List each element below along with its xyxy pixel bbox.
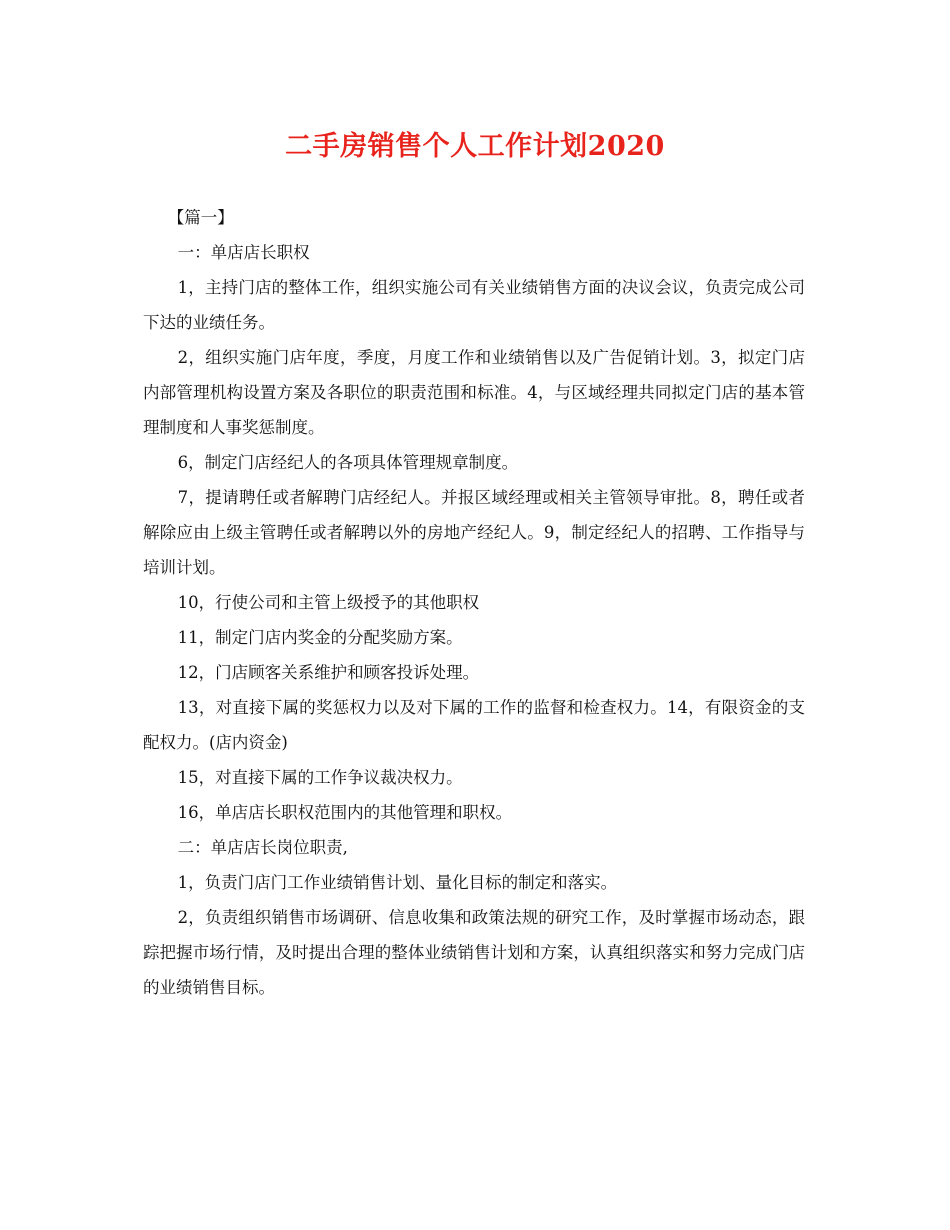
body-paragraph: 1，主持门店的整体工作，组织实施公司有关业绩销售方面的决议会议，负责完成公司下达的业绩任务。 (143, 278, 805, 332)
body-paragraph: 16，单店店长职权范围内的其他管理和职权。 (177, 803, 513, 822)
body-paragraph: 13，对直接下属的奖惩权力以及对下属的工作的监督和检查权力。14，有限资金的支配权力。(店内资金) (143, 698, 805, 752)
body-paragraph: 6，制定门店经纪人的各项具体管理规章制度。 (177, 453, 519, 472)
body-paragraph: 12，门店顾客关系维护和顾客投诉处理。 (177, 663, 480, 682)
body-paragraph: 2，负责组织销售市场调研、信息收集和政策法规的研究工作，及时掌握市场动态，跟踪把握市场行情，及时提出合理的整体业绩销售计划和方案，认真组织落实和努力完成门店的业绩销售目标。 (143, 908, 805, 997)
body-paragraph: 1，负责门店门工作业绩销售计划、量化目标的制定和落实。 (177, 873, 618, 892)
body-paragraph: 2，组织实施门店年度，季度，月度工作和业绩销售以及广告促销计划。3，拟定门店内部管理机构设置方案及各职位的职责范围和标准。4，与区域经理共同拟定门店的基本管理制度和人事奖惩制度。 (143, 348, 805, 437)
document-title: 二手房销售个人工作计划2020 (285, 131, 665, 162)
body-paragraph: 15，对直接下属的工作争议裁决权力。 (177, 768, 463, 787)
document-body (143, 200, 805, 1005)
body-paragraph: 10，行使公司和主管上级授予的其他职权 (177, 593, 480, 612)
section-marker: 【篇一】 (167, 208, 234, 227)
section-heading: 二：单店店长岗位职责, (177, 838, 348, 857)
body-paragraph: 7，提请聘任或者解聘门店经纪人。并报区域经理或相关主管领导审批。8，聘任或者解除应由上级主管聘任或者解聘以外的房地产经纪人。9，制定经纪人的招聘、工作指导与培训计划。 (143, 488, 805, 577)
body-paragraph: 11，制定门店内奖金的分配奖励方案。 (177, 628, 463, 647)
section-heading: 一：单店店长职权 (177, 243, 310, 262)
